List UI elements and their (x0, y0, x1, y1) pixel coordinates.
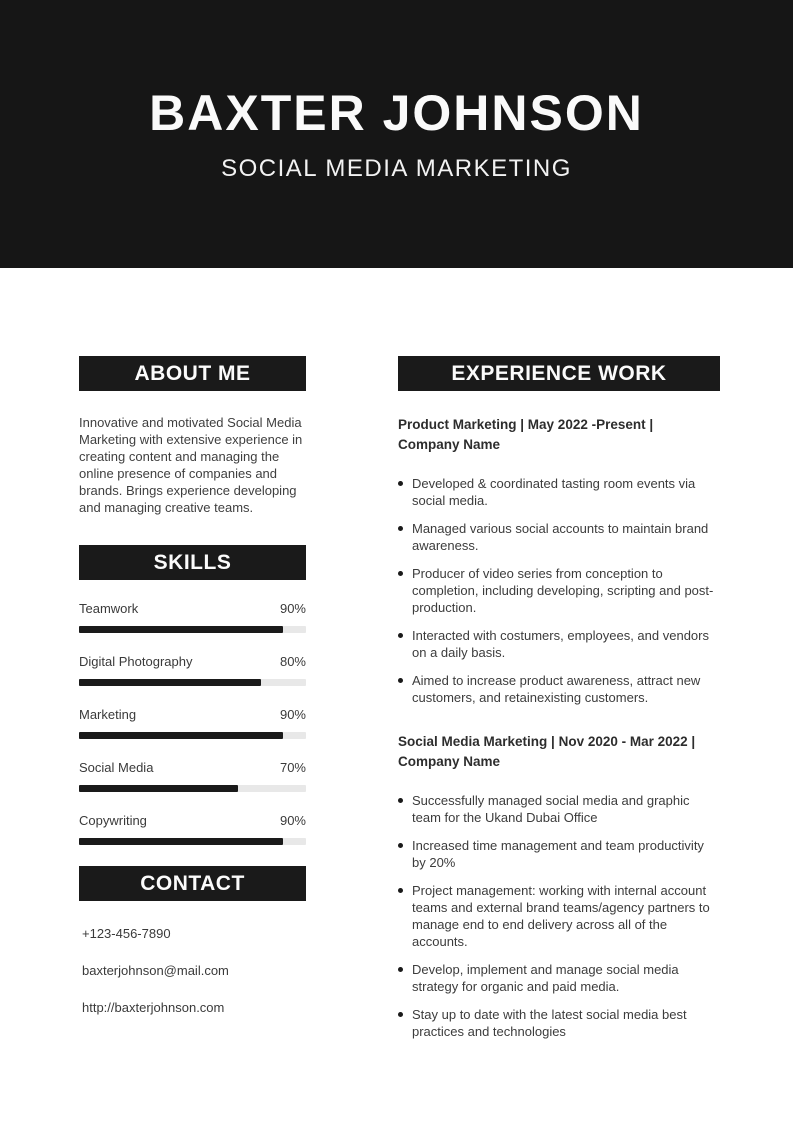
job-company: Company Name (398, 437, 501, 452)
skill-progress-track (79, 838, 306, 845)
experience-job (398, 732, 720, 1040)
job-bullet (398, 1006, 720, 1040)
bullet-dot-icon (398, 526, 403, 531)
bullet-dot-icon (398, 481, 403, 486)
bullet-text: Developed & coordinated tasting room events via social media. (412, 476, 696, 508)
bullet-text: Producer of video series from conception to completion, including developing, scripting and post-production. (412, 566, 714, 615)
bullet-dot-icon (398, 888, 403, 893)
skill-label: Social Media (79, 760, 154, 775)
skill-percent: 90% (279, 707, 306, 722)
job-bullet (398, 672, 720, 706)
job-bullet-list (398, 475, 720, 706)
skill-progress-fill (79, 679, 261, 686)
job-title-line: Product Marketing | May 2022 -Present | (398, 417, 654, 432)
bullet-dot-icon (398, 798, 403, 803)
skill-percent: 70% (279, 760, 306, 775)
job-bullet (398, 565, 720, 616)
header-banner (0, 0, 793, 268)
bullet-dot-icon (398, 843, 403, 848)
contact-email: baxterjohnson@mail.com (82, 963, 229, 978)
bullet-text: Successfully managed social media and graphic team for the Ukand Dubai Office (412, 793, 690, 825)
bullet-text: Aimed to increase product awareness, attract new customers, and retainexisting customers. (412, 673, 701, 705)
experience-section-heading: EXPERIENCE WORK (398, 356, 720, 391)
bullet-text: Project management: working with internal account teams and external brand teams/agency partners to manage end to end delivery across all of the accounts. (412, 883, 710, 949)
skill-progress-fill (79, 785, 238, 792)
skill-item (79, 707, 306, 739)
skill-item (79, 601, 306, 633)
bullet-text: Interacted with costumers, employees, and vendors on a daily basis. (412, 628, 709, 660)
skills-section-heading: SKILLS (79, 545, 306, 580)
person-job-title: SOCIAL MEDIA MARKETING (221, 154, 572, 182)
right-column (398, 356, 720, 1051)
job-title (398, 732, 720, 772)
skill-progress-track (79, 679, 306, 686)
skill-label: Teamwork (79, 601, 139, 616)
contact-section-heading: CONTACT (79, 866, 306, 901)
bullet-text: Develop, implement and manage social media strategy for organic and paid media. (412, 962, 679, 994)
skill-item (79, 813, 306, 845)
job-bullet (398, 520, 720, 554)
person-name: BAXTER JOHNSON (149, 84, 644, 141)
skill-progress-fill (79, 732, 283, 739)
job-bullet-list (398, 792, 720, 1040)
skill-percent: 90% (279, 813, 306, 828)
skill-label: Marketing (79, 707, 137, 722)
about-text: Innovative and motivated Social Media Marketing with extensive experience in creating content and managing the online presence of companies and brands. Brings experience developing and managing creative teams. (79, 415, 303, 515)
job-title (398, 415, 720, 455)
skills-list (79, 601, 306, 845)
contact-phone: +123-456-7890 (82, 926, 171, 941)
about-section-heading: ABOUT ME (79, 356, 306, 391)
skill-progress-track (79, 732, 306, 739)
bullet-dot-icon (398, 967, 403, 972)
bullet-dot-icon (398, 678, 403, 683)
job-bullet (398, 961, 720, 995)
left-column (79, 356, 306, 1037)
bullet-dot-icon (398, 1012, 403, 1017)
job-bullet (398, 475, 720, 509)
skill-label: Digital Photography (79, 654, 193, 669)
contact-list (79, 926, 306, 1016)
skill-percent: 90% (279, 601, 306, 616)
skill-progress-fill (79, 626, 283, 633)
job-bullet (398, 792, 720, 826)
job-company: Company Name (398, 754, 501, 769)
bullet-text: Managed various social accounts to maintain brand awareness. (412, 521, 709, 553)
experience-job (398, 415, 720, 706)
skill-progress-track (79, 626, 306, 633)
job-bullet (398, 627, 720, 661)
job-bullet (398, 882, 720, 950)
job-bullet (398, 837, 720, 871)
job-title-line: Social Media Marketing | Nov 2020 - Mar 2022 | (398, 734, 696, 749)
contact-website: http://baxterjohnson.com (82, 1000, 225, 1015)
skill-progress-fill (79, 838, 283, 845)
skill-item (79, 654, 306, 686)
bullet-text: Stay up to date with the latest social media best practices and technologies (412, 1007, 687, 1039)
bullet-dot-icon (398, 633, 403, 638)
skill-percent: 80% (279, 654, 306, 669)
bullet-text: Increased time management and team productivity by 20% (412, 838, 704, 870)
bullet-dot-icon (398, 571, 403, 576)
skill-item (79, 760, 306, 792)
skill-label: Copywriting (79, 813, 147, 828)
skill-progress-track (79, 785, 306, 792)
